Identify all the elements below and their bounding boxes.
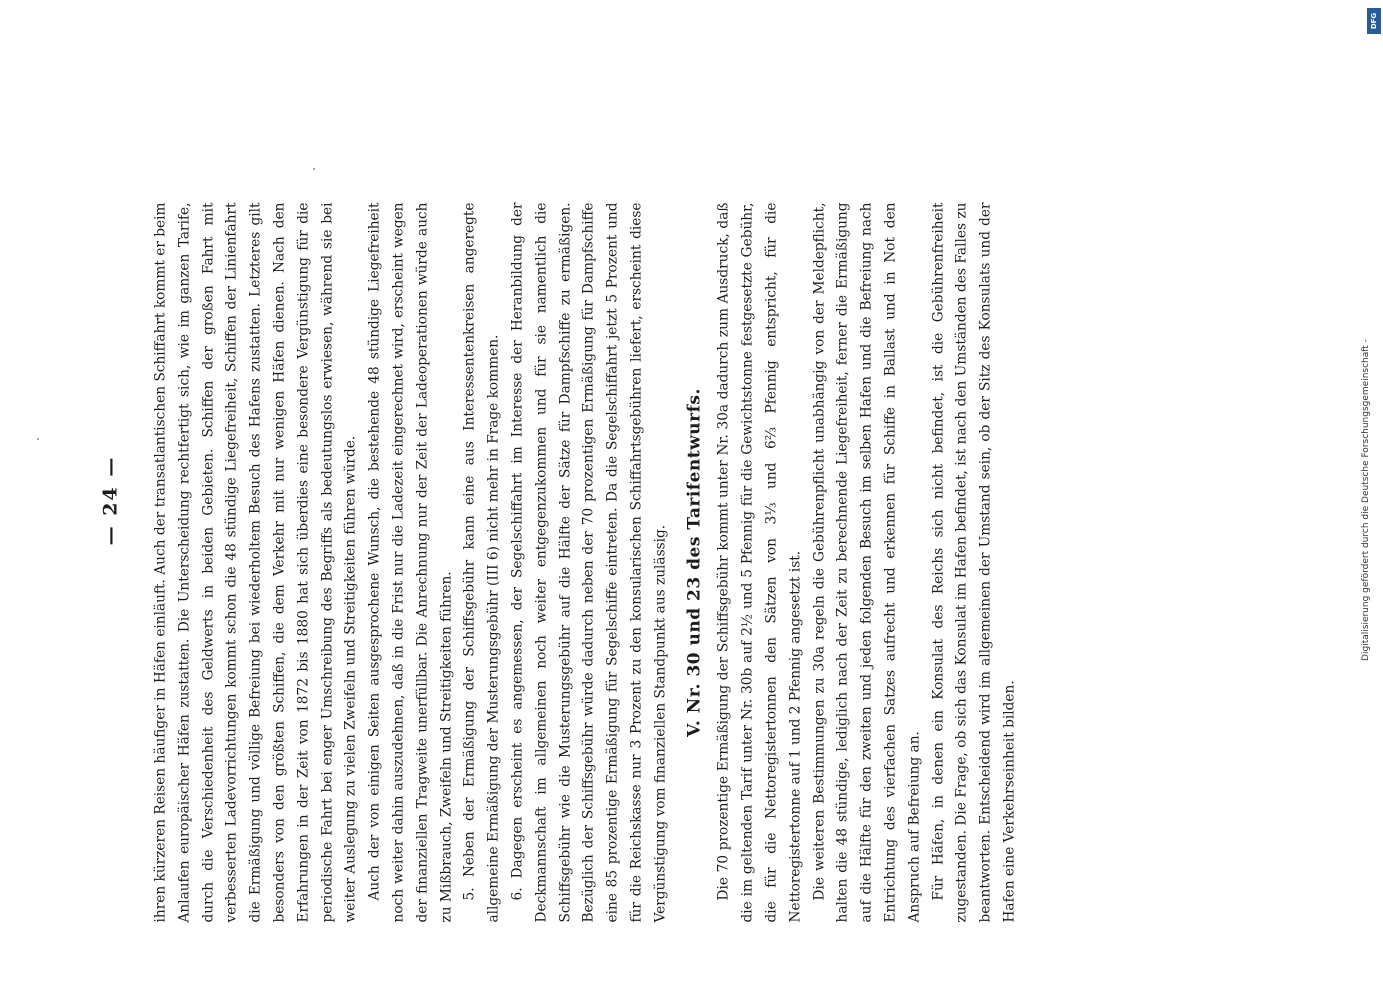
dfg-logo-text: DFG — [1370, 12, 1378, 30]
scan-speck — [313, 168, 315, 170]
paragraph-2: Auch der von einigen Seiten ausgesprochene Wunsch, die bestehende 48 stündige Liegefreiheit noch weiter dahin auszudehnen, daß in die Frist nur die Ladezeit eingerechnet wird, erscheint wegen der finanziellen Tragweite unerfüllbar. Die Anrechnung nur der Zeit der Ladeoperationen würde auch zu Mißbrauch, Zweifeln und Streitigkeiten führen. — [366, 202, 455, 923]
rotated-page — [0, 1, 1383, 1001]
body-text — [150, 203, 1023, 923]
paragraph-1: ihren kürzeren Reisen häufiger in Häfen einläuft. Auch der transatlantischen Schiffahrt kommt er beim Anlaufen europäischer Häfen zustatten. Die Unterscheidung rechtfertigt sich, wie im ganzen Tarife, durch die Verschiedenheit des Geldwerts in beiden Gebieten. Schiffen der großen Fahrt mit verbesserten Ladevorrichtungen kommt schon die 48 stündige Liegefreiheit, Schiffen der Linienfahrt die Ermäßigung und völlige Befreiung bei wiederholtem Besuch des Hafens zustatten. Letzteres gilt besonders von den größten Schiffen, die dem Verkehr mit nur wenigen Häfen dienen. Nach den Erfahrungen in der Zeit von 1872 bis 1880 hat sich überdies eine besondere Vergünstigung für die periodische Fahrt bei enger Umschreibung des Begriffs als bedeutungslos erwiesen, während sie bei weiter Auslegung zu vielen Zweifeln und Streitigkeiten führen würde. — [152, 202, 359, 923]
scan-speck — [37, 438, 39, 440]
section-heading: V. Nr. 30 und 23 des Tarifentwurfs. — [684, 388, 705, 737]
paragraph-7: Für Häfen, in denen ein Konsulat des Reichs sich nicht befindet, ist die Gebührenfreiheit zugestanden. Die Frage, ob sich das Konsulat im Hafen befindet, ist nach den Umständen des Falles zu beantworten. Entscheidend wird im allgemeinen der Umstand sein, ob der Sitz des Konsulats und der Hafen eine Verkehrseinheit bilden. — [930, 202, 1018, 923]
paragraph-4: 6. Dagegen erscheint es angemessen, der Segelschiffahrt im Interesse der Heranbildung der Deckmannschaft im allgemeinen noch weiter entgegenzukommen und für sie namentlich die Schiffsgebühr wie die Musterungsgebühr auf die Hälfte der Sätze für Dampfschiffe zu ermäßigen. Bezüglich der Schiffsgebühr würde dadurch neben der 70 prozentigen Ermäßigung für Dampfschiffe eine 85 prozentige Ermäßigung für Segelschiffe eintreten. Da die Segelschiffahrt jetzt 5 Prozent und für die Reichskasse nur 3 Prozent zu den konsularischen Schiffahrtsgebühren liefert, erscheint diese Vergünstigung vom finanziellen Standpunkt aus zulässig. — [509, 202, 669, 923]
paragraph-5: Die 70 prozentige Ermäßigung der Schiffsgebühr kommt unter Nr. 30a dadurch zum Ausdruck, daß die im geltenden Tarif unter Nr. 30b auf 2½ und 5 Pfennig für die Gewichtstonne festgesetzte Gebühr, die für die Nettoregistertonnen den Sätzen von 3⅓ und 6⅔ Pfennig entspricht, für die Nettoregistertonne auf 1 und 2 Pfennig angesetzt ist. — [715, 202, 804, 923]
dfg-logo — [1367, 8, 1381, 34]
paragraph-6: Die weiteren Bestimmungen zu 30a regeln die Gebührenpflicht unabhängig von der Meldepflicht, halten die 48 stündige, lediglich nach der Zeit zu berechnende Liegefreiheit, ferner die Ermäßigung auf die Hälfte für den zweiten und jeden folgenden Besuch im selben Hafen und die Befreiung nach Entrichtung des vierfachen Satzes aufrecht und erkennen für Schiffe in Ballast und in Not den Anspruch auf Befreiung an. — [811, 202, 923, 923]
page-number-header: — 24 — — [99, 455, 122, 546]
digitization-credit — [1351, 0, 1381, 1000]
paragraph-3: 5. Neben der Ermäßigung der Schiffsgebühr kann eine aus Interessentenkreisen angeregte allgemeine Ermäßigung der Musterungsgebühr (III 6) nicht mehr in Frage kommen. — [461, 202, 502, 923]
credit-text: Digitalisierung gefördert durch die Deutsche Forschungsgemeinschaft - — [1361, 339, 1371, 661]
